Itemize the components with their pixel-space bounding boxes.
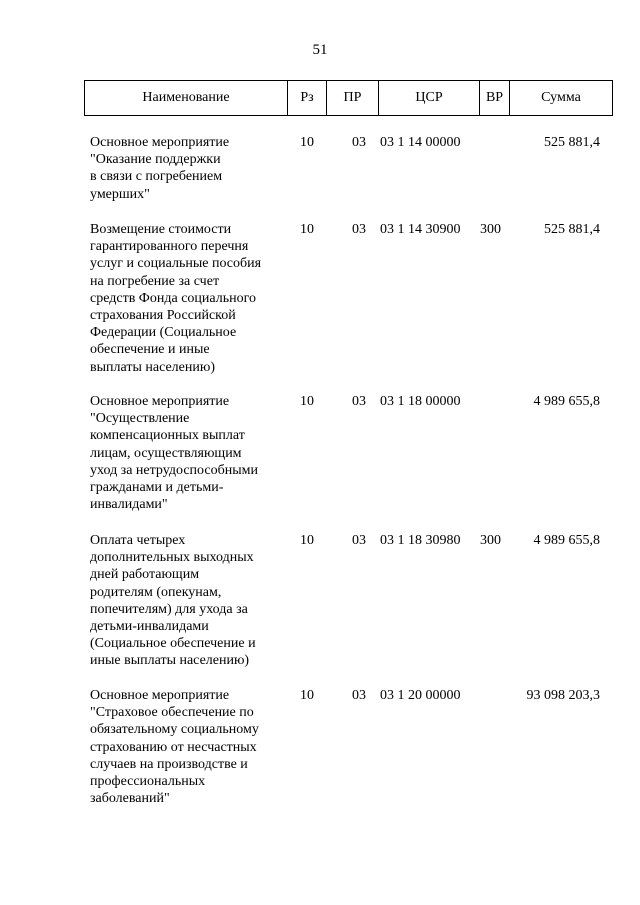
header-vr: ВР bbox=[480, 81, 510, 115]
row-csr: 03 1 18 00000 bbox=[380, 394, 461, 409]
row-rz: 10 bbox=[300, 135, 314, 150]
row-rz: 10 bbox=[300, 533, 314, 548]
table-header bbox=[84, 80, 613, 116]
row-pr: 03 bbox=[352, 688, 366, 703]
row-name: Основное мероприятие "Осуществление компенсационных выплат лицам, осуществляющим уход за нетрудоспособными гражданами и детьми- инвалидами" bbox=[90, 394, 258, 513]
row-rz: 10 bbox=[300, 394, 314, 409]
row-csr: 03 1 20 00000 bbox=[380, 688, 461, 703]
table-row bbox=[0, 134, 640, 221]
row-name: Оплата четырех дополнительных выходных дней работающим родителям (опекунам, попечителям) для ухода за детьми-инвалидами (Социальное обеспечение и иные выплаты населению) bbox=[90, 533, 256, 669]
row-pr: 03 bbox=[352, 135, 366, 150]
row-name: Основное мероприятие "Страховое обеспечение по обязательному социальному страхованию от несчастных случаев на производстве и профессиональных заболеваний" bbox=[90, 688, 259, 807]
header-pr: ПР bbox=[327, 81, 379, 115]
header-sum: Сумма bbox=[541, 90, 581, 105]
header-csr: ЦСР bbox=[379, 81, 480, 115]
table-row bbox=[0, 532, 640, 687]
row-csr: 03 1 14 00000 bbox=[380, 135, 461, 150]
row-sum: 93 098 203,3 bbox=[526, 688, 600, 703]
row-pr: 03 bbox=[352, 394, 366, 409]
row-sum: 525 881,4 bbox=[544, 135, 600, 150]
header-rz: Рз bbox=[288, 81, 327, 115]
row-sum: 525 881,4 bbox=[544, 222, 600, 237]
row-sum: 4 989 655,8 bbox=[533, 394, 600, 409]
row-sum: 4 989 655,8 bbox=[533, 533, 600, 548]
table-row bbox=[0, 393, 640, 532]
row-pr: 03 bbox=[352, 533, 366, 548]
row-csr: 03 1 18 30980 bbox=[380, 533, 461, 548]
row-name: Возмещение стоимости гарантированного перечня услуг и социальные пособия на погребение за счет средств Фонда социального страхования Российской Федерации (Социальное обеспечение и иные выплаты населению) bbox=[90, 222, 262, 375]
header-name: Наименование bbox=[85, 81, 288, 115]
table-row bbox=[0, 687, 640, 827]
row-vr: 300 bbox=[480, 222, 501, 237]
table-row bbox=[0, 221, 640, 393]
page-number: 51 bbox=[312, 42, 328, 58]
row-vr: 300 bbox=[480, 533, 501, 548]
row-pr: 03 bbox=[352, 222, 366, 237]
row-csr: 03 1 14 30900 bbox=[380, 222, 461, 237]
table-body bbox=[0, 134, 640, 827]
row-name: Основное мероприятие "Оказание поддержки в связи с погребением умерших" bbox=[90, 135, 230, 202]
row-rz: 10 bbox=[300, 222, 314, 237]
row-rz: 10 bbox=[300, 688, 314, 703]
